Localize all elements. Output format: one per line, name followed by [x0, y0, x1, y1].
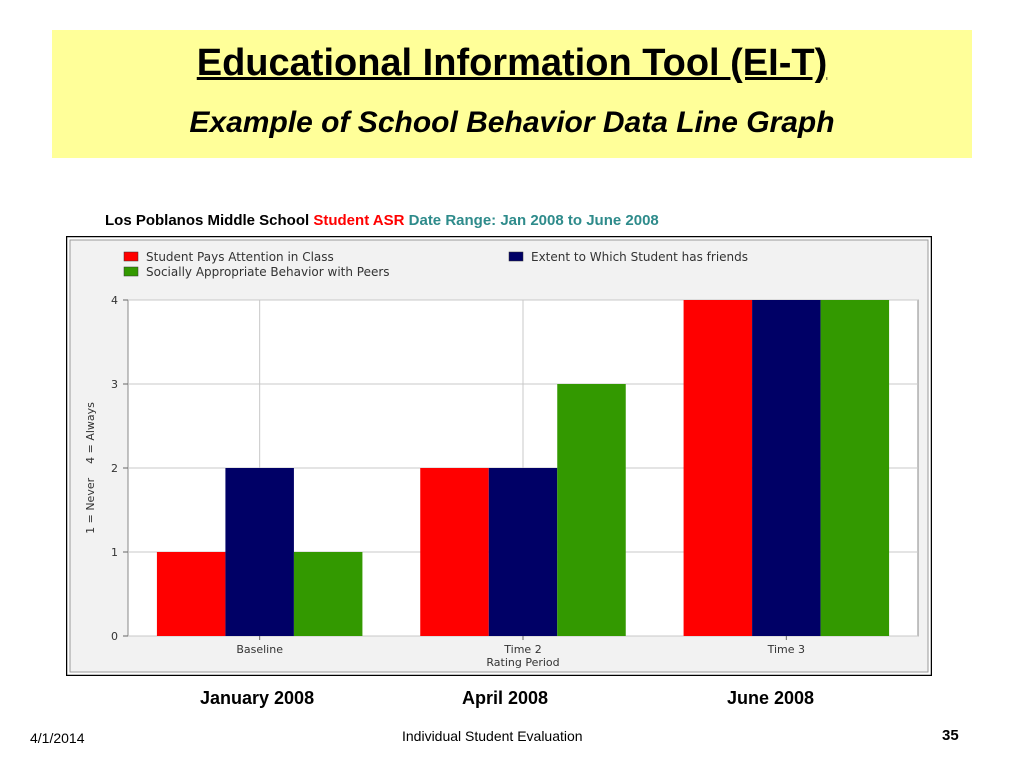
- student-name: Student ASR: [313, 212, 405, 229]
- bar: [157, 552, 226, 636]
- legend-label: Socially Appropriate Behavior with Peers: [146, 265, 390, 279]
- school-name: Los Poblanos Middle School: [105, 212, 310, 229]
- slide-subtitle: Example of School Behavior Data Line Graph: [189, 106, 835, 139]
- x-tick-label: Time 3: [767, 643, 806, 656]
- x-axis-label: Rating Period: [486, 656, 560, 669]
- y-tick-label: 4: [111, 294, 118, 307]
- legend-swatch: [124, 267, 138, 276]
- bar: [684, 300, 753, 636]
- y-tick-label: 1: [111, 546, 118, 559]
- bar: [294, 552, 363, 636]
- bar: [557, 384, 626, 636]
- title-banner: [52, 30, 972, 158]
- y-axis-label: 1 = Never 4 = Always: [84, 402, 97, 534]
- page-number: 35: [942, 727, 959, 744]
- y-tick-label: 2: [111, 462, 118, 475]
- x-tick-label: Baseline: [236, 643, 283, 656]
- bar: [225, 468, 294, 636]
- chart-frame: [66, 236, 932, 676]
- chart-header: [105, 212, 659, 229]
- period-label-april: April 2008: [462, 688, 549, 708]
- period-label-january: January 2008: [200, 688, 315, 708]
- y-tick-label: 3: [111, 378, 118, 391]
- bar: [752, 300, 821, 636]
- legend-swatch: [124, 252, 138, 261]
- bar-chart: [66, 236, 932, 676]
- bar: [821, 300, 890, 636]
- legend-swatch: [509, 252, 523, 261]
- y-tick-label: 0: [111, 630, 118, 643]
- legend-label: Extent to Which Student has friends: [531, 250, 749, 264]
- period-label-june: June 2008: [727, 688, 815, 708]
- bar: [420, 468, 489, 636]
- legend-label: Student Pays Attention in Class: [146, 250, 334, 264]
- date-range: Date Range: Jan 2008 to June 2008: [408, 212, 659, 229]
- slide-title: Educational Information Tool (EI-T): [196, 42, 828, 84]
- x-tick-label: Time 2: [504, 643, 542, 656]
- bar: [489, 468, 558, 636]
- footer-date: 4/1/2014: [30, 730, 85, 746]
- footer-title: Individual Student Evaluation: [402, 728, 583, 744]
